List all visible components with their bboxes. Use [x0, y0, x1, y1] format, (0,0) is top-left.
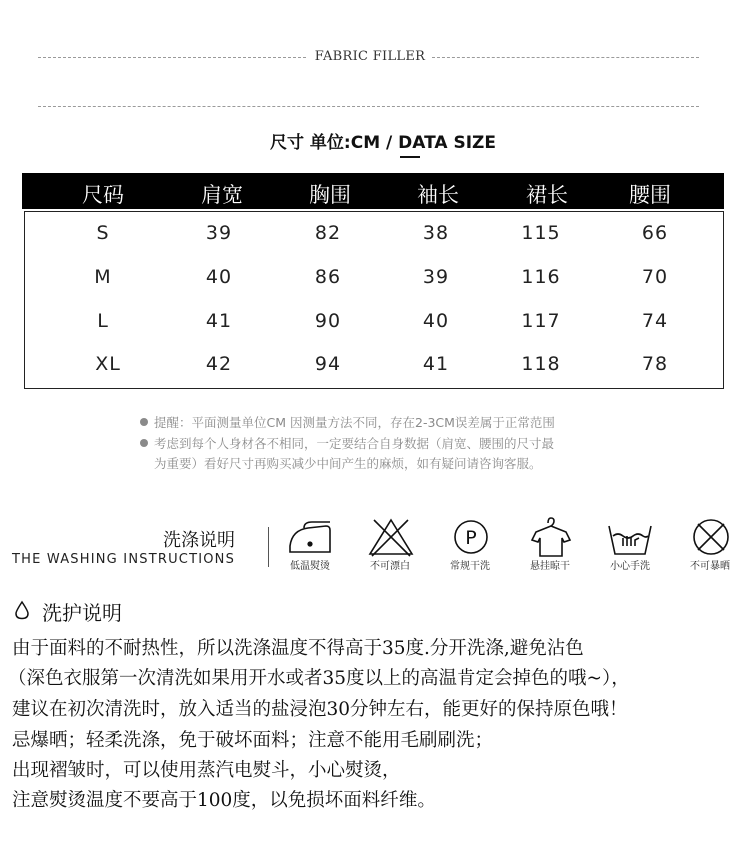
care-title: 洗护说明 [42, 601, 122, 625]
table-cell: 82 [314, 222, 342, 244]
table-cell: 66 [641, 222, 669, 244]
column-header: 袖长 [417, 183, 459, 207]
iron-low-icon [286, 516, 336, 558]
table-cell: 39 [422, 266, 450, 288]
iron-low-label: 低温熨烫 [290, 561, 330, 572]
table-cell: 117 [521, 310, 561, 332]
care-line: （深色衣服第一次清洗如果用开水或者35度以上的高温肯定会掉色的哦~）， [8, 668, 630, 689]
column-header: 腰围 [629, 183, 671, 207]
table-cell: 94 [314, 353, 342, 375]
note-line: 为重要）看好尺寸再购买减少中间产生的麻烦，如有疑问请咨询客服。 [154, 456, 542, 471]
table-cell: 116 [521, 266, 561, 288]
hang-dry-icon [526, 516, 576, 558]
note-line: 提醒：平面测量单位CM 因测量方法不同，存在2-3CM误差属于正常范围 [154, 415, 555, 430]
column-header: 尺码 [82, 183, 124, 207]
hand-wash-label: 小心手洗 [610, 561, 650, 572]
table-cell: 86 [314, 266, 342, 288]
table-cell: 70 [641, 266, 669, 288]
hang-dry-label: 悬挂晾干 [530, 561, 570, 572]
table-cell: 118 [521, 353, 561, 375]
table-cell: 40 [422, 310, 450, 332]
table-row [23, 353, 725, 383]
no-tumble-dry-icon [686, 516, 736, 558]
care-line: 出现褶皱时，可以使用蒸汽电熨斗，小心熨烫， [12, 760, 401, 781]
hand-wash-icon [605, 516, 655, 558]
table-cell: S [96, 222, 110, 244]
table-cell: 41 [205, 310, 233, 332]
divider-top-right [432, 57, 699, 58]
column-header: 胸围 [309, 183, 351, 207]
no-bleach-label: 不可漂白 [370, 561, 410, 572]
table-cell: 78 [641, 353, 669, 375]
table-cell: 74 [641, 310, 669, 332]
table-cell: M [94, 266, 112, 288]
divider-second [38, 106, 699, 107]
size-table-body [24, 211, 724, 389]
table-cell: XL [95, 353, 121, 375]
size-title: 尺寸 单位:CM / DATA SIZE [270, 133, 496, 153]
table-cell: L [97, 310, 109, 332]
note-bullet [140, 418, 148, 426]
care-line: 由于面料的不耐热性，所以洗涤温度不得高于35度.分开洗涤,避免沾色 [12, 638, 584, 659]
dry-clean-p-icon [446, 516, 496, 558]
column-header: 裙长 [526, 183, 568, 207]
table-cell: 39 [205, 222, 233, 244]
care-line: 注意熨烫温度不要高于100度，以免损坏面料纤维。 [12, 790, 436, 811]
note-bullet [140, 439, 148, 447]
table-cell: 38 [422, 222, 450, 244]
no-tumble-dry-label: 不可暴晒 [690, 561, 730, 572]
note-line: 考虑到每个人身材各不相同，一定要结合自身数据（肩宽、腰围的尺寸最 [154, 436, 555, 451]
care-line: 忌爆晒；轻柔洗涤，免于破坏面料；注意不能用毛刷刷洗； [12, 730, 494, 751]
title-underline [400, 156, 420, 158]
dry-clean-label: 常规干洗 [450, 561, 490, 572]
care-line: 建议在初次清洗时，放入适当的盐浸泡30分钟左右，能更好的保持原色哦！ [12, 699, 628, 720]
washing-title-en: THE WASHING INSTRUCTIONS [12, 552, 236, 567]
svg-text:P: P [465, 527, 477, 549]
table-row [23, 222, 725, 252]
size-table-header [22, 173, 724, 209]
table-cell: 41 [422, 353, 450, 375]
column-header: 肩宽 [201, 183, 243, 207]
fabric-filler-label: FABRIC FILLER [314, 49, 426, 64]
no-bleach-icon [366, 516, 416, 558]
washing-title-cn: 洗涤说明 [163, 530, 235, 551]
washing-separator [268, 527, 269, 567]
table-row [23, 310, 725, 340]
table-row [23, 266, 725, 296]
table-cell: 42 [205, 353, 233, 375]
table-cell: 115 [521, 222, 561, 244]
water-drop-icon [15, 600, 29, 620]
table-cell: 40 [205, 266, 233, 288]
table-cell: 90 [314, 310, 342, 332]
